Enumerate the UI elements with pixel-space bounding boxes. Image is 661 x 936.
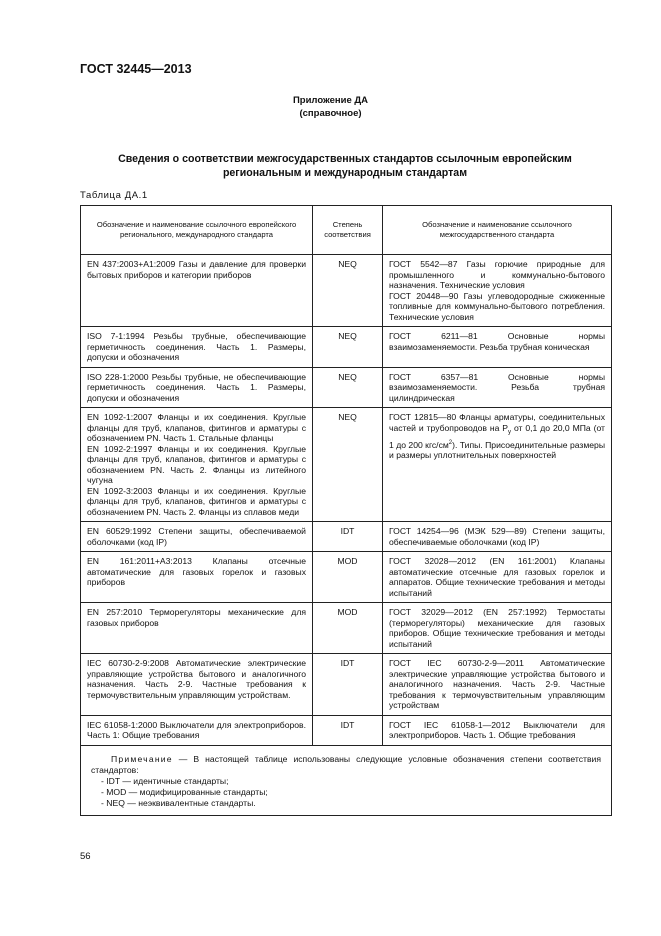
ref-standard-cell	[81, 408, 313, 522]
unit-superscript: 2	[448, 439, 453, 446]
gost-standard-cell	[383, 408, 612, 522]
degree-cell: IDT	[313, 522, 383, 552]
ref-standard-text: EN 257:2010 Терморегуляторы механические для газовых приборов	[87, 607, 306, 628]
pressure-subscript: у	[508, 429, 512, 436]
degree-cell: NEQ	[313, 408, 383, 522]
table-row	[81, 552, 612, 603]
ref-standard-text: IEC 61058-1:2000 Выключатели для электроприборов. Часть 1: Общие требования	[87, 719, 306, 740]
gost-standard-cell	[383, 603, 612, 654]
gost-standard-text: ГОСТ IEC 61058-1—2012 Выключатели для электроприборов. Часть 1. Общие требования	[389, 719, 605, 740]
ref-standard-text: EN 1092-3:2003 Фланцы и их соединения. Круглые фланцы для труб, клапанов, фитингов и арматуры с обозначением PN. Часть 2. Фланцы из сплавов меди	[87, 485, 306, 517]
note-list	[91, 776, 601, 809]
ref-standard-text: EN 437:2003+A1:2009 Газы и давление для проверки бытовых приборов и категории приборов	[87, 259, 306, 280]
ref-standard-text: ISO 228-1:2000 Резьбы трубные, не обеспечивающие герметичность соединения. Часть 1. Размеры, допуски и обозначения	[87, 371, 306, 403]
ref-standard-text: ISO 7-1:1994 Резьбы трубные, обеспечивающие герметичность соединения. Часть 1. Размеры, допуски и обозначения	[87, 331, 306, 362]
ref-standard-cell	[81, 327, 313, 368]
degree-cell: IDT	[313, 654, 383, 716]
table-row	[81, 367, 612, 408]
ref-standard-text: EN 161:2011+A3:2013 Клапаны отсечные автоматические для газовых горелок и газовых приборов	[87, 556, 306, 587]
degree-cell: NEQ	[313, 255, 383, 327]
table-label: Таблица ДА.1	[80, 190, 148, 201]
ref-standard-text: EN 60529:1992 Степени защиты, обеспечиваемой оболочками (код IP)	[87, 526, 306, 547]
gost-standard-text: ГОСТ 32028—2012 (EN 161:2001) Клапаны автоматические отсечные для газовых горелок и аппаратов. Общие технические требования и методы испытаний	[389, 556, 605, 598]
table-row	[81, 408, 612, 522]
note-item: - IDT — идентичные стандарты;	[101, 775, 229, 786]
gost-standard-cell	[383, 327, 612, 368]
table-row	[81, 327, 612, 368]
note-label: Примечание	[111, 753, 173, 764]
column-header-degree: Степень соответствия	[313, 206, 383, 255]
table-row	[81, 654, 612, 716]
table-row	[81, 255, 612, 327]
ref-standard-text: EN 1092-1:2007 Фланцы и их соединения. Круглые фланцы для труб, клапанов, фитингов и арматуры с обозначением PN. Часть 1. Стальные фланцы	[87, 412, 306, 443]
page-number: 56	[80, 851, 91, 862]
gost-standard-cell	[383, 255, 612, 327]
degree-cell: NEQ	[313, 367, 383, 408]
document-code: ГОСТ 32445—2013	[80, 62, 192, 76]
gost-standard-text: ГОСТ IEC 60730-2-9—2011 Автоматические электрические управляющие устройства бытового и аналогичного назначения. Часть 2-9. Частные требования к термочувствительным управляющим устройствам	[389, 658, 605, 710]
gost-standard-text: ГОСТ 6357—81 Основные нормы взаимозаменяемости. Резьба трубная цилиндрическая	[389, 371, 605, 403]
degree-cell: NEQ	[313, 327, 383, 368]
table-row	[81, 522, 612, 552]
ref-standard-text: IEC 60730-2-9:2008 Автоматические электрические управляющие устройства бытового и аналогичного назначения. Часть 2-9. Частные требования к термочувствительным управляющим устройствам.	[87, 658, 306, 700]
note-item: - MOD — модифицированные стандарты;	[101, 786, 268, 797]
ref-standard-cell	[81, 255, 313, 327]
ref-standard-cell	[81, 603, 313, 654]
note-row	[81, 745, 612, 815]
table-note	[81, 745, 612, 815]
heading-line-1: Сведения о соответствии межгосударственных стандартов ссылочным европейским	[118, 153, 572, 165]
degree-cell: MOD	[313, 552, 383, 603]
column-header-ref: Обозначение и наименование ссылочного европейского регионального, международного стандарта	[81, 206, 313, 255]
section-heading	[90, 152, 600, 180]
table-row	[81, 715, 612, 745]
correspondence-table	[80, 205, 612, 816]
ref-standard-cell	[81, 367, 313, 408]
note-intro	[91, 754, 601, 776]
note-text: — В настоящей таблице использованы следующие условные обозначения степени соответствия стандартов:	[91, 753, 601, 775]
gost-standard-cell	[383, 522, 612, 552]
gost-standard-cell	[383, 654, 612, 716]
ref-standard-cell	[81, 654, 313, 716]
gost-standard-cell	[383, 715, 612, 745]
ref-standard-cell	[81, 715, 313, 745]
degree-cell: IDT	[313, 715, 383, 745]
note-item: - NEQ — неэквивалентные стандарты.	[101, 797, 256, 808]
gost-text-part: ГОСТ 12815—80 Фланцы арматуры, соединительных частей и трубопроводов на P	[389, 412, 605, 433]
column-header-gost: Обозначение и наименование ссылочного межгосударственного стандарта	[383, 206, 612, 255]
gost-standard-text: ГОСТ 6211—81 Основные нормы взаимозаменяемости. Резьба трубная коническая	[389, 331, 605, 352]
degree-cell: MOD	[313, 603, 383, 654]
ref-standard-cell	[81, 552, 313, 603]
gost-text-part: от 0,1 до 20,0 МПа (от 1 до 200 кгс/см	[389, 422, 605, 450]
gost-standard-cell	[383, 367, 612, 408]
ref-standard-cell	[81, 522, 313, 552]
gost-standard-text	[389, 412, 605, 461]
gost-standard-cell	[383, 552, 612, 603]
ref-standard-text: EN 1092-2:1997 Фланцы и их соединения. Круглые фланцы для труб, клапанов, фитингов и арматуры с обозначением PN. Часть 2. Фланцы из литейного чугуна	[87, 443, 306, 485]
heading-line-2: региональным и международным стандартам	[222, 167, 468, 179]
gost-text-part: ). Типы. Присоединительные размеры и размеры уплотнительных поверхностей	[389, 439, 605, 461]
table-row	[81, 603, 612, 654]
gost-standard-text: ГОСТ 5542—87 Газы горючие природные для промышленного и коммунально-бытового назначения. Технические условия	[389, 259, 605, 290]
appendix-title: Приложение ДА	[292, 95, 369, 106]
gost-standard-text: ГОСТ 32029—2012 (EN 257:1992) Термостаты (терморегуляторы) механические для газовых приборов. Общие технические требования и методы испытаний	[389, 607, 605, 649]
appendix-subtitle: (справочное)	[299, 108, 362, 119]
gost-standard-text: ГОСТ 20448—90 Газы углеводородные сжиженные топливные для коммунально-бытового потребления. Технические условия	[389, 290, 605, 322]
table-header-row	[81, 206, 612, 255]
gost-standard-text: ГОСТ 14254—96 (МЭК 529—89) Степени защиты, обеспечиваемые оболочками (код IP)	[389, 526, 605, 547]
